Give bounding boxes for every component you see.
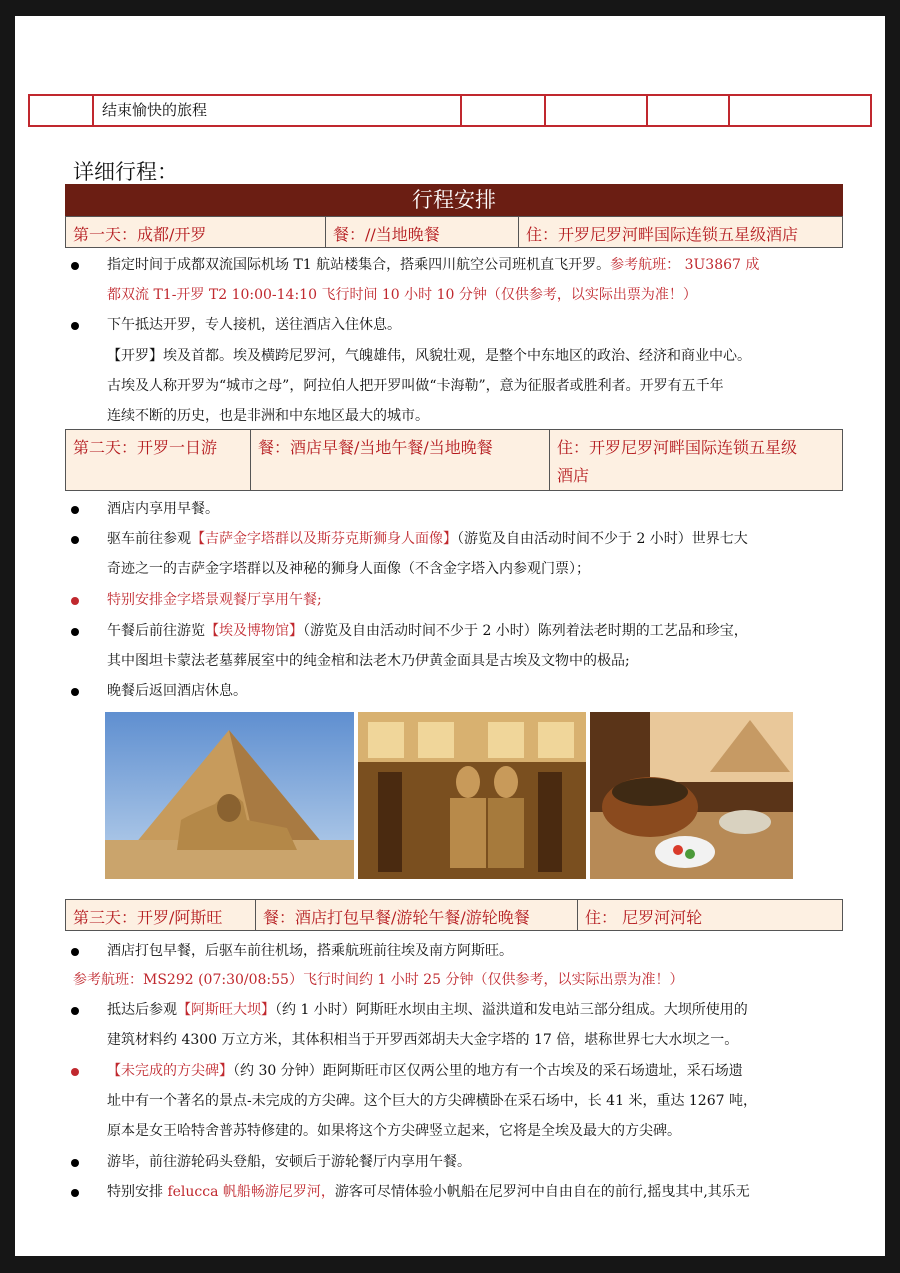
day2-bullet-4-cont: 其中图坦卡蒙法老墓葬展室中的纯金棺和法老木乃伊黄金面具是古埃及文物中的极品; <box>107 653 630 669</box>
day1-title: 第一天：成都/开罗 <box>66 217 326 247</box>
egyptian-museum-photo <box>358 712 586 879</box>
bullet-icon <box>71 506 79 514</box>
day1-cairo-intro-1: 【开罗】埃及首都。埃及横跨尼罗河，气魄雄伟，风貌壮观，是整个中东地区的政治、经济和商业中心。 <box>107 348 751 364</box>
bullet-icon <box>71 628 79 636</box>
table-cell <box>648 96 730 125</box>
bullet-icon <box>71 322 79 330</box>
day3-header-row <box>65 899 843 931</box>
bullet-icon <box>71 1189 79 1197</box>
pyramid-sphinx-photo <box>105 712 354 879</box>
day3-flight-line: 参考航班：MS292 (07:30/08:55）飞行时间约 1 小时 25 分钟（仅供参考，以实际出票为准！） <box>73 972 684 988</box>
table-cell-day <box>30 96 94 125</box>
day1-cairo-intro-3: 连续不断的历史，也是非洲和中东地区最大的城市。 <box>107 408 429 424</box>
day1-cairo-intro-2: 古埃及人称开罗为“城市之母”，阿拉伯人把开罗叫做“卡海勒”，意为征服者或胜利者。开罗有五千年 <box>107 378 724 394</box>
table-cell-activity <box>94 96 462 125</box>
day1-bullet-2: 下午抵达开罗，专人接机，送往酒店入住休息。 <box>107 317 401 333</box>
day2-bullet-5: 晚餐后返回酒店休息。 <box>107 683 247 699</box>
day2-bullet-2: 驱车前往参观【吉萨金字塔群以及斯芬克斯狮身人面像】（游览及自由活动时间不少于 2 小时）世界七大 <box>107 531 748 547</box>
schedule-band: 行程安排 <box>65 184 843 216</box>
bullet-icon <box>71 597 79 605</box>
day2-title: 第二天：开罗一日游 <box>66 430 251 490</box>
bullet-icon <box>71 1159 79 1167</box>
table-cell <box>462 96 546 125</box>
day2-header-row <box>65 429 843 491</box>
bullet-icon <box>71 1068 79 1076</box>
day1-hotel: 住：开罗尼罗河畔国际连锁五星级酒店 <box>526 225 799 244</box>
day3-title: 第三天：开罗/阿斯旺 <box>66 900 256 930</box>
day3-bullet-1: 酒店打包早餐，后驱车前往机场，搭乘航班前往埃及南方阿斯旺。 <box>107 943 513 959</box>
day1-bullet-1: 指定时间于成都双流国际机场 T1 航站楼集合，搭乘四川航空公司班机直飞开罗。参考航班： 3U3867 成 <box>107 257 760 273</box>
day2-bullet-1: 酒店内享用早餐。 <box>107 501 219 517</box>
day3-bullet-3-cont-1: 址中有一个著名的景点-未完成的方尖碑。这个巨大的方尖碑横卧在采石场中，长 41 米，重达 1267 吨， <box>107 1093 757 1109</box>
section-title: 详细行程： <box>73 160 178 184</box>
bullet-icon <box>71 262 79 270</box>
bullet-icon <box>71 1007 79 1015</box>
day3-bullet-3-cont-2: 原本是女王哈特舍普苏特修建的。如果将这个方尖碑竖立起来，它将是全埃及最大的方尖碑。 <box>107 1123 681 1139</box>
day3-bullet-4: 游毕，前往游轮码头登船，安顿后于游轮餐厅内享用午餐。 <box>107 1154 471 1170</box>
pyramid-restaurant-lunch-photo <box>590 712 793 879</box>
day3-bullet-5: 特别安排 felucca 帆船畅游尼罗河，游客可尽情体验小帆船在尼罗河中自由自在的前行,摇曳其中,其乐无 <box>107 1184 750 1200</box>
day3-bullet-2: 抵达后参观【阿斯旺大坝】（约 1 小时）阿斯旺水坝由主坝、溢洪道和发电站三部分组成。大坝所使用的 <box>107 1002 748 1018</box>
document-page <box>15 16 885 1256</box>
bullet-icon <box>71 688 79 696</box>
day2-meals: 餐：酒店早餐/当地午餐/当地晚餐 <box>251 430 550 490</box>
day1-flight-line: 都双流 T1-开罗 T2 10:00-14:10 飞行时间 10 小时 10 分钟（仅供参考，以实际出票为准！） <box>107 287 697 303</box>
day1-meals: 餐：//当地晚餐 <box>326 217 519 247</box>
itinerary-summary-table <box>28 94 872 127</box>
day2-hotel: 住：开罗尼罗河畔国际连锁五星级 酒店 <box>557 438 798 485</box>
bullet-icon <box>71 536 79 544</box>
day2-bullet-3: 特别安排金字塔景观餐厅享用午餐; <box>107 592 322 608</box>
day2-bullet-2-cont: 奇迹之一的吉萨金字塔群以及神秘的狮身人面像（不含金字塔入内参观门票）； <box>107 561 590 577</box>
day2-bullet-4: 午餐后前往游览【埃及博物馆】（游览及自由活动时间不少于 2 小时）陈列着法老时期的工艺品和珍宝， <box>107 623 748 639</box>
day1-header-row <box>65 216 843 248</box>
day3-bullet-2-cont: 建筑材料约 4300 万立方米，其体积相当于开罗西郊胡夫大金字塔的 17 倍，堪称世界七大水坝之一。 <box>107 1032 739 1048</box>
day3-meals: 餐：酒店打包早餐/游轮午餐/游轮晚餐 <box>256 900 578 930</box>
day3-hotel: 住： 尼罗河河轮 <box>585 908 703 927</box>
bullet-icon <box>71 948 79 956</box>
day3-bullet-3: 【未完成的方尖碑】（约 30 分钟）距阿斯旺市区仅两公里的地方有一个古埃及的采石场遗址，采石场遗 <box>107 1063 743 1079</box>
table-cell <box>546 96 648 125</box>
table-cell-text: 结束愉快的旅程 <box>102 101 208 119</box>
table-cell <box>730 96 870 125</box>
